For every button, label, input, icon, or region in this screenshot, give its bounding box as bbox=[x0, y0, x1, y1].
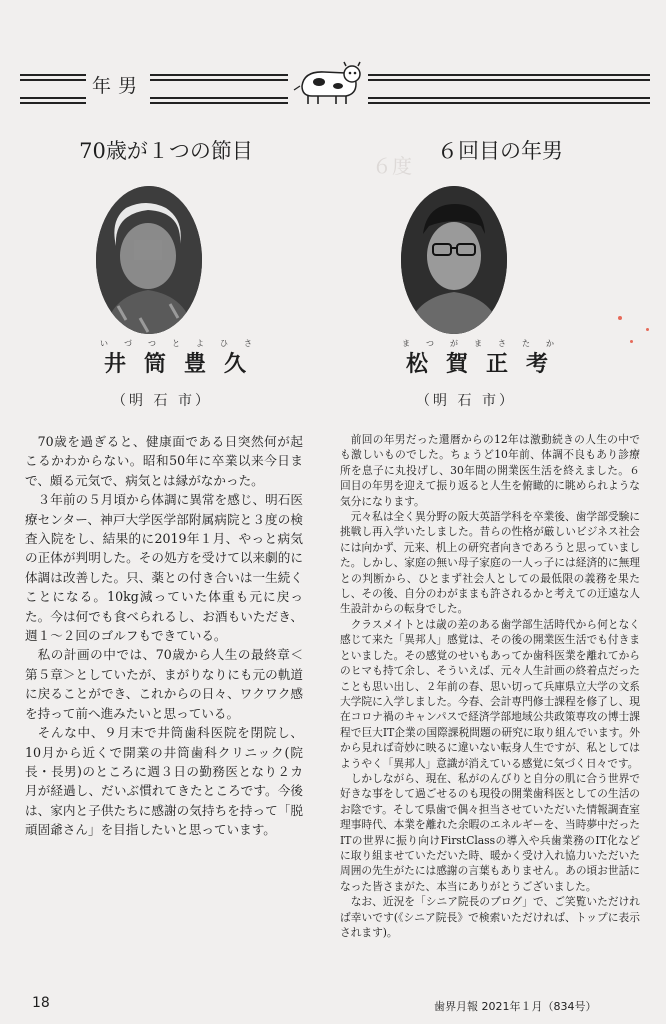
right-article-title: ６回目の年男 bbox=[437, 139, 563, 163]
left-author-name: 井筒豊久 bbox=[103, 351, 264, 377]
paragraph: 私の計画の中では、70歳から人生の最終章＜第５章＞としていたが、まがりなりにも元の軌道に戻ることができ、これからの日々、ワクワク感を持って前へ進みたいと思っている。 bbox=[25, 647, 303, 721]
left-author-photo bbox=[96, 186, 202, 334]
paragraph: なお、近況を「シニア院長のブログ」で、ご笑覧いただければ幸いです(《シニア院長》で検索いただければ、トップに表示されます)。 bbox=[340, 895, 640, 939]
paragraph: クラスメイトとは歳の差のある歯学部生活時代から何となく感じて来た「異邦人」感覚は、その後の開業医生活でも付きまといました。その感覚のせいもあってか歯科医業を離れてからのヒマも持て余し、そういえば、元々人生計画の終着点だったことも思い出し、２年前の春、思い切って兵庫県立大学の文系大学院に入学しました。今春、会計専門修士課程を修了し、現在コロナ禍のキャンパスで経済学部地域公共政策専攻の博士課程で巨大IT企業の国際課税問題の研究に取り組んでいます。外から見れば奇妙に映るに違いない転身人生ですが、私としてはようやく「異邦人」意識が消えている感覚に気づく日々です。 bbox=[340, 617, 640, 770]
ink-speck bbox=[646, 328, 649, 331]
left-name-ruby: いづつとよひさ bbox=[100, 339, 268, 348]
right-name-ruby: まつがまさたか bbox=[402, 339, 570, 348]
paragraph: 前回の年男だった還暦からの12年は激動続きの人生の中でも激しいものでした。ちょうど10年前、体調不良もあり診療所を息子に丸投げし、30年間の開業医生活を終えました。６回目の年男を迎えて振り返ると人生を俯瞰的に眺められような気分になります。 bbox=[340, 433, 640, 508]
paragraph: ３年前の５月頃から体調に異常を感じ、明石医療センター、神戸大学医学部附属病院と３度の検査入院をし、結果的に2019年１月、やっと病気の正体が判明した。その処方を受けて以来劇的に体調は改善した。只、薬との付き合いは一生続くことになる。10kg減っていた体重も元に戻った。今は何でも食べられるし、お酒もいただき、週１～２回のゴルフもできている。 bbox=[25, 492, 303, 644]
cow-icon bbox=[288, 56, 368, 108]
section-header bbox=[20, 70, 650, 128]
right-author-city: （明 石 市） bbox=[416, 393, 516, 409]
right-bleedthrough-text: ６度 bbox=[372, 154, 412, 178]
publication-footer: 歯界月報 2021年１月（834号） bbox=[434, 1000, 597, 1013]
paragraph: そんな中、９月末で井筒歯科医院を閉院し、10月から近くで開業の井筒歯科クリニック(院長・長男)のところに週３日の勤務医となり２カ月が経過し、だいぶ慣れてきたところです。今後は、家内と子供たちに感謝の気持ちを持って「脱頑固爺さん」を目指したいと思っています。 bbox=[25, 725, 303, 838]
section-label: 年男 bbox=[86, 68, 150, 104]
right-author-name: 松賀正考 bbox=[405, 351, 566, 377]
right-author-photo bbox=[401, 186, 507, 334]
left-article-body bbox=[25, 432, 303, 840]
ink-speck bbox=[630, 340, 633, 343]
paragraph: しかしながら、現在、私がのんびりと自分の肌に合う世界で好きな事をして過ごせるのも現役の開業歯科医としての生活のお陰です。そして県歯で偶々担当させていただいた情報調査室理事時代、本業を離れた余暇のエネルギーを、当時夢中だったITの世界に振り向けFirstClassの導入や兵歯業務のIT化などに取り組ませていただいた時、暖かく受け入れ協力いただいた周囲の先生がたには感謝の言葉もありません。あの頃お世話になった皆さまがた、本当にありがとうございました。 bbox=[340, 771, 640, 893]
paragraph: 70歳を過ぎると、健康面である日突然何が起こるかわからない。昭和50年に卒業以来今日まで、頗る元気で、病気とは縁がなかった。 bbox=[25, 434, 303, 488]
left-author-city: （明 石 市） bbox=[112, 393, 212, 409]
page-number: 18 bbox=[32, 995, 50, 1011]
ink-speck bbox=[618, 316, 622, 320]
left-article-title: 70歳が１つの節目 bbox=[79, 139, 253, 163]
paragraph: 元々私は全く異分野の阪大英語学科を卒業後、歯学部受験に挑戦し再入学いたしました。昔らの性格が厳しいビジネス社会には向かず、元来、机上の研究者向きであろうと思っていました。しかし、家庭の無い母子家庭の一人っ子には経済的に無理との判断から、ひとまず社会人としての最低限の義務を果たし、その後、自分のわがままも許されるかと考えての迂遠な人生設計からの転身でした。 bbox=[340, 510, 640, 616]
right-article-body bbox=[340, 432, 640, 940]
